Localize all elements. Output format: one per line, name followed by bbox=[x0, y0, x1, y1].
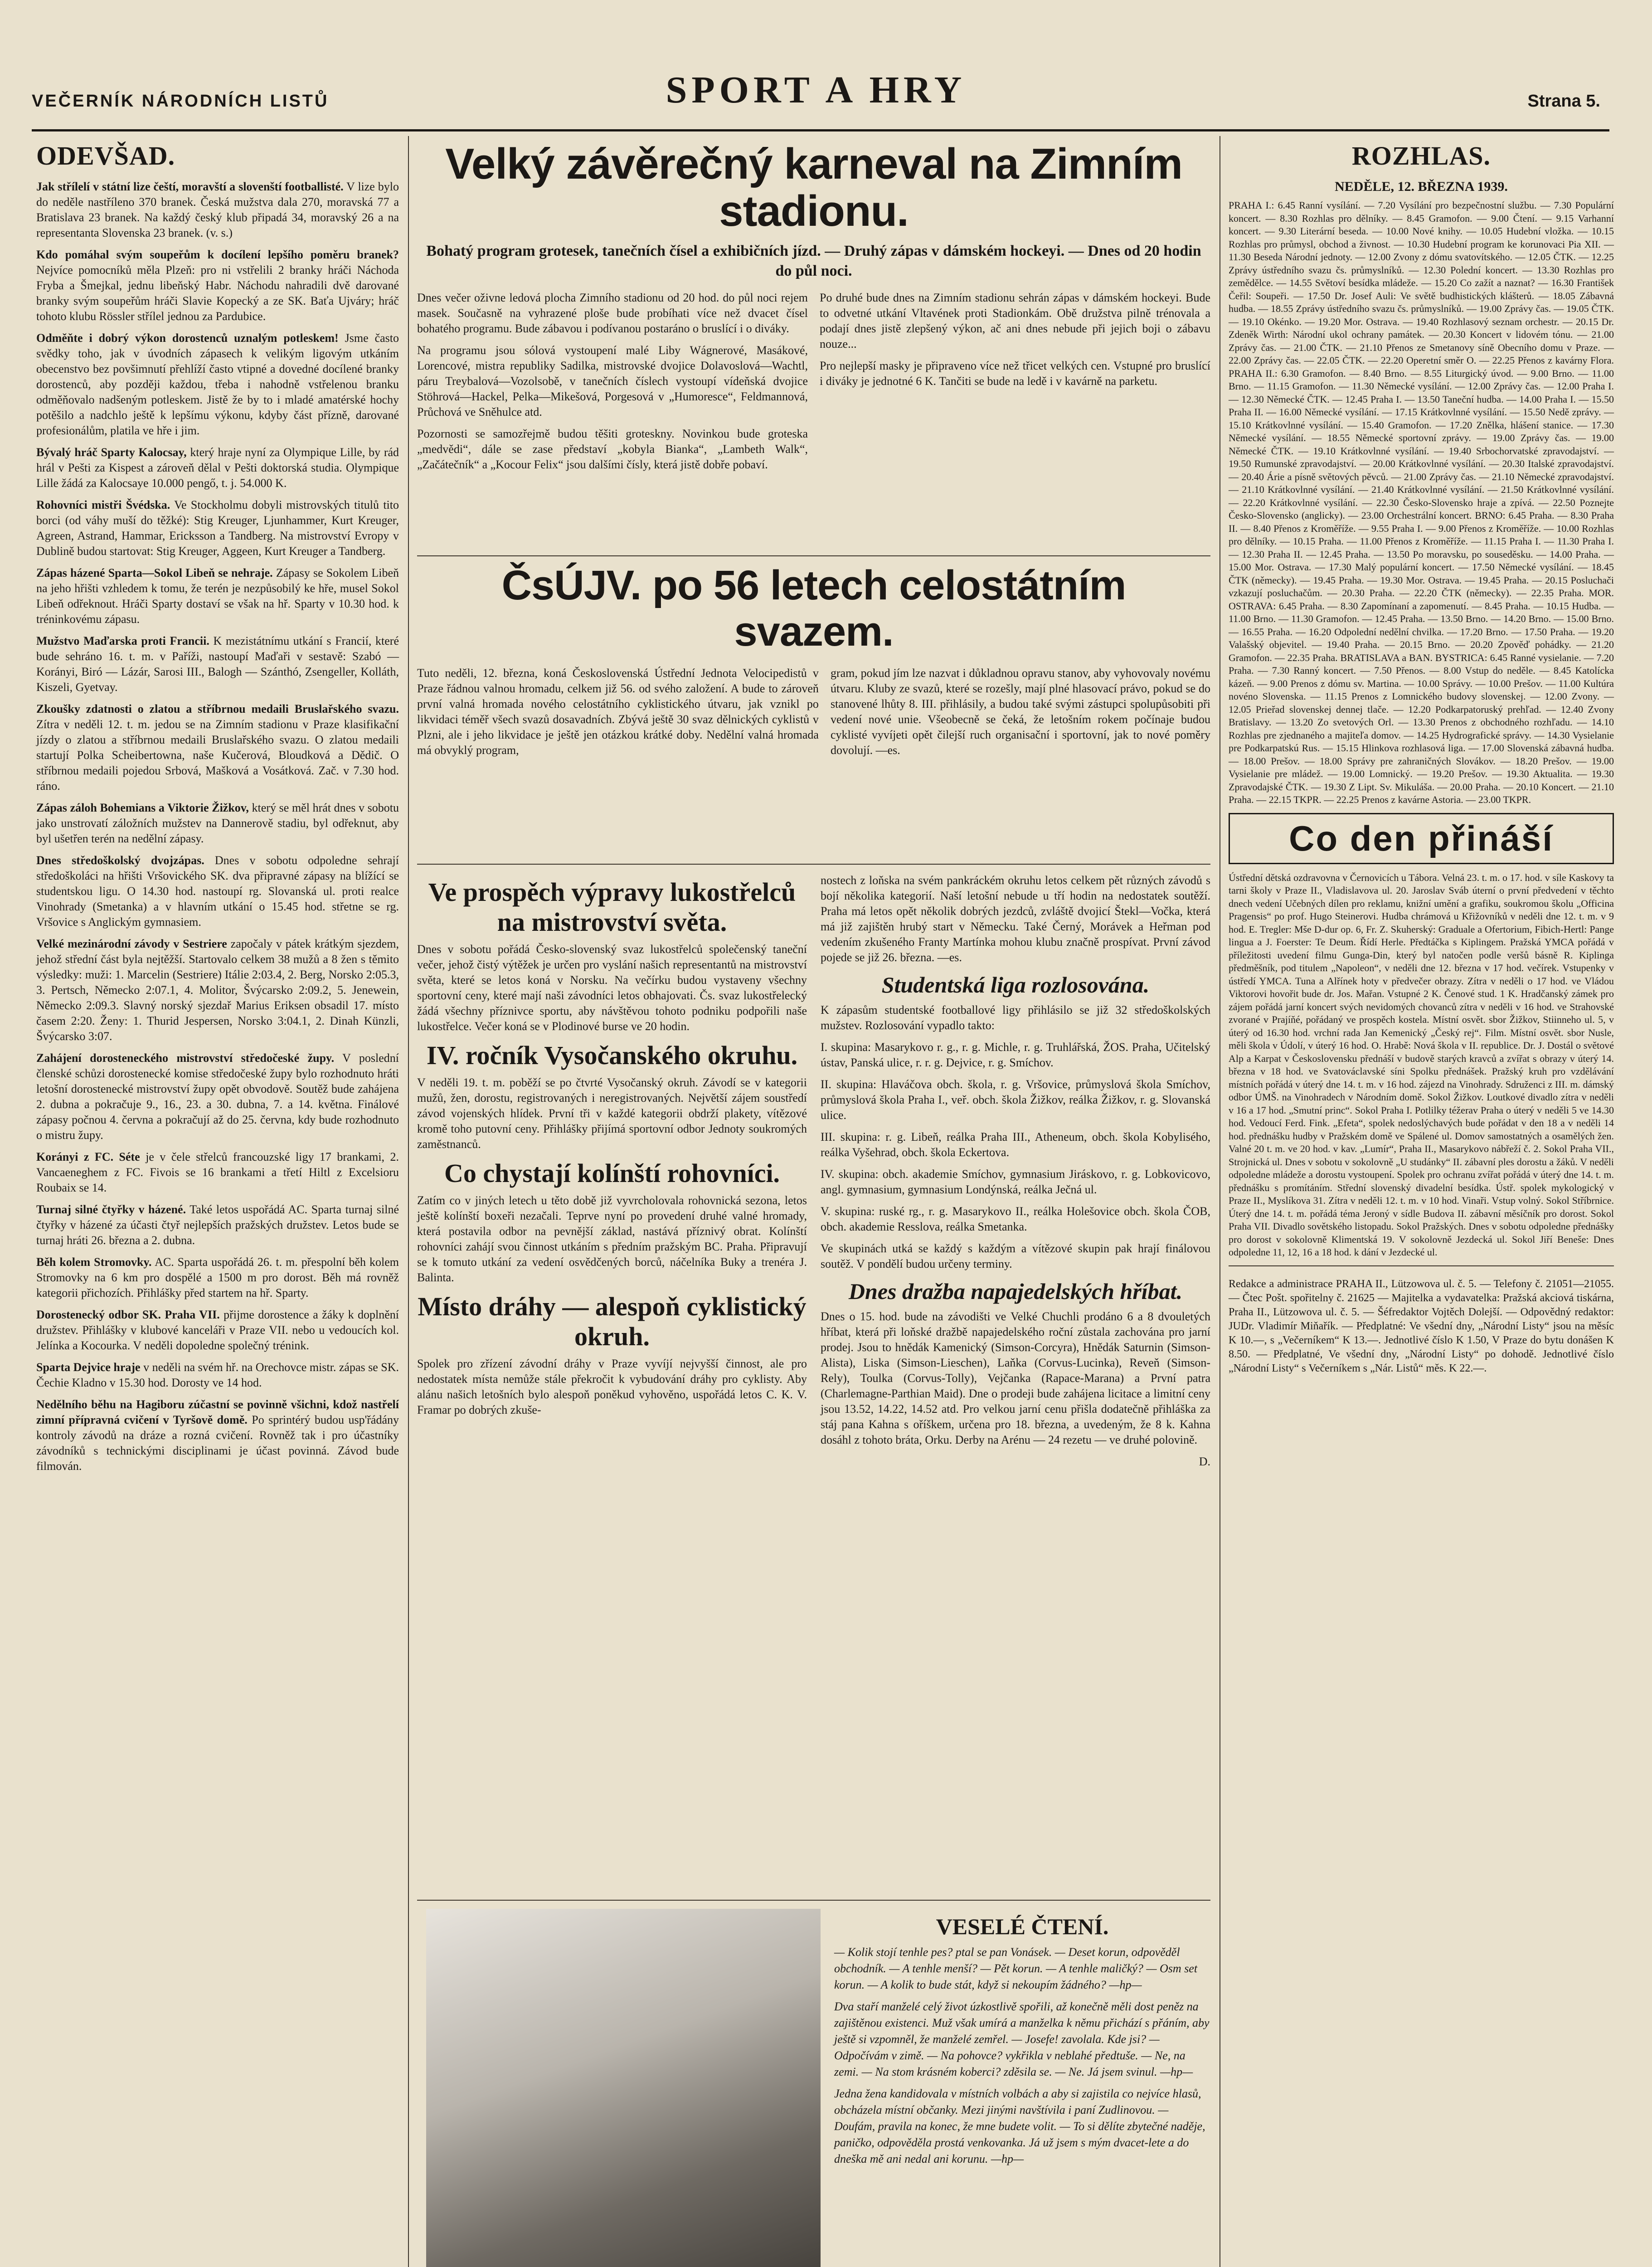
middle-right-column bbox=[821, 873, 1210, 1476]
karneval-deck: Bohatý program grotesek, tanečních čísel a exhibičních jízd. — Druhý zápas v dámském hockeyi. — Dnes od 20 hodin do půl noci. bbox=[426, 243, 1201, 279]
news-item bbox=[36, 936, 399, 1044]
news-item-body: Zítra v neděli 12. t. m. jedou se na Zimním stadionu v Praze klasifikační jízdy o zlatou a stříbrnou medaili Bruslařského svazu. O zlatou medaili startují Polka Scheibertowna, naše Kučerová, Bloudková a Dědič. O stříbrnou medaili pojedou Srbová, Mašková a Vosátková. Zač. v 7.30 hod. ráno. bbox=[36, 718, 399, 793]
news-item bbox=[36, 633, 399, 695]
news-item bbox=[36, 1051, 399, 1143]
co-den-prinasi-text: Ústřední dětská ozdravovna v Černovicích u Tábora. Velná 23. t. m. o 17. hod. v síle Kaskovy ta tarni školy v Praze II., Vladislavova ul. 20. Jaroslav Sváb úterní o první předvedení v těchto dnech vedení Učebných dílen pro reklamu, knižní umění a grafiku, soukromou školu „Officina Pragensis“ po prof. Hugo Steinerovi. Hudba chrámová u Křižovníků v neděli dne 12. t. m. v 9 hod. E. Tregler: Mše D-dur op. 6, Fr. Z. Skuherský: Graduale a Ofertorium, Fibich-Hertl: Pange lingua a J. Foerster: Te Deum. Řídí Herle. Předtáčka s Kiplingem. Pražská YMCA pořádá v příležitosti uvedení filmu Gunga-Din, který byl natočen podle veršů básně R. Kiplinga předměšník, pod titulem „Napoleon“, v neděli dne 12. března v 17 hod. večírek. Vstupenky v ústředí YMCA. Tuna a Alřínek hoty v předvečer obrazy. Zítra v neděli o 17 hod. ve Vládou Viktorovi hovořit bude dr. Jos. Mařan. Vstupné 2 K. Čenové stud. 1 K. Hradčanský zámek pro zájem pořádá jarní koncert svých nevidomých chovanců zítra v neděli v 16 hod. ve Strahovské zvorané v Prajíňé, pořádaný ve prospěch kostela. Místní osvět. sbor Žižkov, Stiinneho ul. 5, v úterý od 16.30 hod. vrchní rada Jan Kemenický „Český rej“. Film. Místní osvět. sbor Nusle, měli škola v Údolí, v úterý 16 hod. O. Hrabě: Nová škola v II. republice. Dr. J. Dostál o světové Alp a Karpat v Československu přednáší v budově starých kravců a zvířat s obrazy v úterý 14. března v 18 hod. ve Svatováclavské síni Spolku přednášek. Pražský kruh pro vzdělávání místních pořádá v úterý dne 14. t. m. v 16 hod. zájezd na Vinohrady. Sdruženci z III. m. dámský odbor ÚMŠ. na Vinohradech v Národním domě. Sokol Žižkov. Loutkové divadlo zítra v neděli v 16 a 17 hod. „Smutní princ“. Sokol Praha I. Potlilky téžerav Praha o úterý v neděli 5 ve 14.30 hod. Vedoucí Ferd. Fink. „Efeta“, spolek nedoslýchavých bude pořádat v den 18 a v neděli 14 hod. přednášku hudby v Pražském domě ve Spálené ul. Domov samostatných a osamělých žen. Valné 20 t. m. ve 20 hod. v kav. „Lumír“, Praha II., Masarykovo nábřeží č. 2. Sokol Praha VII., Strojnická ul. Dnes v sobotu v sokolovně „U studánky“ II. zábavní ples dorostu a žáků. V neděli odpoledne mládeže a dorostu vystoupení. Spolek pro ochranu zvířat pořádá v úterý dne 14. t. m. přednášku s promítáním. Střední slovenský divadelní besídka. Ústř. spolek mykologický v Praze II., Myslíkova 31. Zítra v neděli 12. t. m. v 10 hod. Vinaři. Vstup volný. Sokol Stříbrnice. Úterý dne 14. t. m. pořádá téma Jeroný v sídle Budova II. zábavní měsíčník pro dorost. Sokol Praha VII. Divadlo sovětského listopadu. Sokol Pražských. Dnes v sobotu odpoledne přednášky pro dorost v sokolovně Klimentská 19. V sokolovně Jezdecká ul. Sokol Jiří Beneše: Dnes odpoledne 11, 12, 16 a 18 hod. k dání v Jezdecké ul. bbox=[1229, 871, 1614, 1258]
news-item-body: který hraje nyní za Olympique Lille, by rád hrál v Pešti za Kispest a zároveň dělal v Pešti doktorská studia. Olympique Lille žádá za Kalocsaye 10.000 pengő, t. j. 54.000 K. bbox=[36, 446, 399, 490]
news-item bbox=[36, 497, 399, 559]
news-item-body: K mezistátnímu utkání s Francií, které bude sehráno 16. t. m. v Paříži, nastoupí Maďaři v sestavě: Szabó — Korányi, Biró — Lázár, Sarosi III., Balogh — Szánthó, Zsengeller, Kolláth, Kiszeli, Gyetvay. bbox=[36, 634, 399, 694]
league-group: V. skupina: ruské rg., r. g. Masarykovo II., reálka Holešovice obch. škola ČOB, obch. akademie Resslova, reálka Smetanka. bbox=[821, 1205, 1210, 1233]
news-item-lead: Bývalý hráč Sparty Kalocsay, bbox=[36, 446, 187, 459]
vesele-title: VESELÉ ČTENÍ. bbox=[936, 1914, 1109, 1939]
news-item-lead: Zahájení dorosteneckého mistrovství středočeské župy. bbox=[36, 1051, 335, 1065]
news-item-lead: Korányi z FC. Séte bbox=[36, 1150, 140, 1163]
news-item bbox=[36, 565, 399, 627]
news-item-lead: Rohovníci mistři Švédska. bbox=[36, 498, 170, 511]
league-group: III. skupina: r. g. Libeň, reálka Praha III., Atheneum, obch. škola Kobylisého, reálka Vyšehrad, obch. škola Eckertova. bbox=[821, 1130, 1210, 1159]
co-den-prinasi-title: Co den přináší bbox=[1229, 813, 1614, 864]
drazba-sign: D. bbox=[1199, 1455, 1210, 1468]
news-item-lead: Zápas záloh Bohemians a Viktorie Žižkov, bbox=[36, 801, 249, 814]
karneval-paragraph: Na programu jsou sólová vystoupení malé Liby Wágnerové, Masákové, Lorencové, mistra republiky Sadilka, mistrovské dvojice Dolavoslová—Wachtl, páru Treybalová—Vozolsobě, v tanečních číslech vystoupí vídeňská dvojice Stöhrová—Hackel, Pelka—Mikešová, Porgesová v „Humoresce“, Feldmannová, Průchová ve Sněhulce atd. bbox=[417, 344, 808, 418]
league-group: IV. skupina: obch. akademie Smíchov, gymnasium Jiráskovo, r. g. Lobkovicovo, angl. gymnasium, gymnasium Londýnská, reálka Ječná ul. bbox=[821, 1168, 1210, 1196]
news-item-lead: Mužstvo Maďarska proti Francii. bbox=[36, 634, 209, 647]
section-divider bbox=[417, 555, 1210, 556]
news-item bbox=[36, 701, 399, 794]
karneval-paragraph: Pozornosti se samozřejmě budou těšiti groteskny. Novinkou bude groteska „medvědi“, dále se zase představí „kobyla Bianka“, „Lambeth Walk“, „Začátečník“ a „Kocour Felix“ jsou dalšími čísly, která jistě dobře pobaví. bbox=[417, 427, 808, 471]
rozhlas-date: NEDĚLE, 12. BŘEZNA 1939. bbox=[1335, 179, 1508, 194]
news-item bbox=[36, 1202, 399, 1248]
joke: Dva staří manželé celý život úzkostlivě spořili, až konečně měli dost peněz na zajištěnou existenci. Muž však umírá a manželka k němu přichází s přáním, aby ještě si vzpomněl, že manželé zemřel. — Josefe! zavolala. Kde jsi? — Odpočívám v zimě. — Na pohovce? vykřikla v neblahé předtuše. — Ne, na zemi. — Na stom krásném koberci? zděsila se. — Ne. Já jsem svinul. —hp— bbox=[834, 2000, 1210, 2078]
news-item-body: Zápasy se Sokolem Libeň na jeho hřišti vzhledem k tomu, že terén je nezpůsobilý ke hře, musel Sokol Libeň odřeknout. Hráči Sparty dostaví se však na hř. Sparty v 10.30 hod. k tréninkovému zápasu. bbox=[36, 566, 399, 626]
news-item-lead: Běh kolem Stromovky. bbox=[36, 1255, 152, 1269]
lukostrelci-title: Ve prospěch výpravy lukostřelců na mistrovství světa. bbox=[428, 877, 796, 937]
news-item-body: Jsme často svědky toho, jak v úvodních zápasech k velikým ligovým utkáním obecenstvo bez povšimnutí přehlíží často vtipné a dovedné docílené branky dorostenců, aby později každou, třeba i nahodně vstřelenou branku odměňovalo nadšeným potleskem. Jistě že by to i mladé amatérské hochy potěšilo a nadchlo ještě k lepšímu výkonu, kdyby část přízně, darované profesionálům, platila ve hře i jim. bbox=[36, 331, 399, 437]
lukostrelci-continuation: nostech z loňska na svém pankráckém okruhu letos celkem pět různých závodů s bojí několika kategorií. Naší letošní nebude u tří hodin na nedostatek soutěží. Praha má letos opět několik dobrých jezdců, zvláště dvojicí Štekl—Vočka, která má již zajištěn hrubý start v Německu. Také Černý, Morávek a Heřman pod vedením zkušeného Franty Martínka mohou klubu značně prospívat. První závod pojede se již 26. března. —es. bbox=[821, 874, 1210, 964]
news-item-body: V lize bylo do neděle nastříleno 370 branek. Česká mužstva dala 270, moravská 77 a Bratislava 23 branek. Na každý český klub připadá 34, moravský 26 a na representanta Slovenska 23 branek. (v. s.) bbox=[36, 180, 399, 239]
news-item bbox=[36, 1360, 399, 1391]
league-group: II. skupina: Hlaváčova obch. škola, r. g. Vršovice, průmyslová škola Smíchov, průmyslová škola Praha I., veř. obch. škola Žižkov, reálka Žižkov, r. g. Slovanská ulice. bbox=[821, 1078, 1210, 1122]
news-item-lead: Odměňte i dobrý výkon dorostenců uznalým potleskem! bbox=[36, 331, 339, 345]
section-divider bbox=[417, 864, 1210, 865]
news-item-lead: Velké mezinárodní závody v Sestriere bbox=[36, 937, 227, 950]
news-item bbox=[36, 1149, 399, 1196]
news-item-lead: Kdo pomáhal svým soupeřům k docílení lepšího poměru branek? bbox=[36, 248, 399, 261]
karneval-paragraph: Po druhé bude dnes na Zimním stadionu sehrán zápas v dámském hockeyi. Bude to odvetné utkání Vltavének proti Stadionkám. Obě družstva pilně trénovala a podají dnes jistě zlepšený výkon, ač ani dnes nebude při jejich boji o zábavu nouze... bbox=[820, 291, 1210, 350]
section-divider bbox=[417, 1900, 1210, 1901]
misto-drahy-text: Spolek pro zřízení závodní dráhy v Praze vyvíjí nejvyšší činnost, ale pro nedostatek místa nemůže stále překročit k vybudování dráhy pro cyklisty. Aby alánu našich letošních bylo alespoň poněkud vyhověno, uspořádá letos C. K. V. Framar po dobrých zkuše- bbox=[417, 1357, 807, 1416]
news-item bbox=[36, 247, 399, 324]
misto-drahy-title: Místo dráhy — alespoň cyklistický okruh. bbox=[418, 1292, 807, 1351]
film-still-photo bbox=[426, 1909, 821, 2267]
impressum: Redakce a administrace PRAHA II., Lützowova ul. č. 5. — Telefony č. 21051—21055. — Čtec Pošt. spořitelny č. 21625 — Majitelka a vydavatelka: Pražská akciová tiskárna, Praha II., Lützowova ul. č. 5. — Šéfredaktor Vojtěch Dolejší. — Odpovědný redaktor: JUDr. Vladimír Miňařík. — Předplatné: Ve všední dny, „Národní Listy“ jsou na měsíc K 10.—, s „Večerníkem“ K 13.—. Jednotlivé číslo K 1.50, V Praze do bytu donášen K 8.50. — Předplatné, Ve všední dny, „Národní Listy“ po dohodě. Jednotlivé číslo „Národní Listy“ s Večerníkem s „Nár. Listů“ měs. K 22.—. bbox=[1229, 1278, 1614, 1374]
news-item bbox=[36, 179, 399, 241]
league-group: I. skupina: Masarykovo r. g., r. g. Michle, r. g. Truhlářská, ŽOS. Praha, Učitelský ústav, Panská ulice, r. r. g. Dejvice, r. g. Smíchov. bbox=[821, 1041, 1210, 1069]
news-item-body: V poslední členské schůzi dorostenecké komise středočeské župy bylo rozhodnuto hráti letošní dorostenecké mistrovství župy opět obvodově. Soutěž bude zahájena 2. dubna a pokračuje 9., 16., 23. a 30. dubna, 7. a 14. května. Finálové zápasy počnou 4. června a pokračují až do 25. června, kdy bude rozhodnuto o mistru župy. bbox=[36, 1051, 399, 1142]
rozhlas-program: PRAHA I.: 6.45 Ranní vysílání. — 7.20 Vysílání pro bezpečnostní službu. — 7.30 Populární koncert. — 8.30 Rozhlas pro dělníky. — 8.45 Gramofon. — 9.00 Čtení. — 9.15 Varhanní koncert. — 9.30 Literární beseda. — 10.00 Nové knihy. — 10.05 Hudební vložka. — 10.15 Rozhlas pro průmysl, obchod a živnost. — 10.30 Hudební program ke korunovaci Pia XII. — 11.30 Beseda Národní jednoty. — 12.00 Zvony z dómu svatovítského. — 12.05 ČTK. — 12.25 Zprávy ústředního svazu čs. průmyslníků. — 12.30 Polední koncert. — 13.30 Rozhlas pro zemědělce. — 14.55 Světoví besídka mládeže. — 15.20 Co zažít a naznat? — 16.30 František Čeřil: Soupeři. — 17.50 Dr. Josef Auli: Ve světě budhistických klášterů. — 18.05 Zábavná hudba. — 18.55 Zprávy ústředního svazu čs. průmyslníků. — 19.00 Zprávy čas. — 19.05 ČTK. — 19.10 Okénko. — 19.20 Mor. Ostrava. — 19.40 Rozhlasový seznam orchestr. — 20.15 Dr. Zdeněk Wirth: Národní ukol ochrany památek. — 20.30 Koncert v lidovém tónu. — 21.00 Zprávy čas. — 21.00 ČTK. — 21.10 Přenos ze Smetanovy síně Obecního domu v Praze. — 22.00 Zprávy čas. — 22.05 ČTK. — 22.20 Operetní směr O. — 22.25 Přenos z kavárny Flora. PRAHA II.: 6.30 Gramofon. — 8.40 Brno. — 8.55 Liturgický úvod. — 9.00 Brno. — 11.00 Brno. — 11.15 Gramofon. — 11.30 Německé vysílání. — 12.00 Zprávy čas. — 12.00 Praha I. — 12.30 Německé ČTK. — 12.45 Praha I. — 13.50 Taneční hudba. — 14.00 Praha I. — 15.50 Praha II. — 16.00 Německé vysílání. — 17.15 Krátkovlnné vysílání. — 15.50 Nedě zprávy. — 15.10 Krátkovlnné vysílání. — 15.40 Gramofon. — 17.20 Znělka, hlášení stanice. — 17.30 Německé vysílání. — 18.55 Německé sportovní zprávy. — 19.00 Zprávy čas. — 19.00 Německé ČTK. — 19.10 Krátkovlnné vysílání. — 19.40 Srbochorvatské zpravodajství. — 19.50 Rumunské zpravodajství. — 20.00 Krátkovlnné vysílání. — 20.30 Italské zpravodajství. — 20.40 Árie a písně světových pěvců. — 21.00 Zprávy čas. — 21.10 Německé zpravodajství. — 21.10 Krátkovlnné vysílání. — 21.40 Krátkovlnné vysílání. — 21.50 Krátkovlnné vysílání. — 22.20 Krátkovlnné vysílání. — 22.30 Česko-Slovensko hraje a zpívá. — 22.50 Poznejte Česko-Slovensko (anglicky). — 23.00 Orchestrální koncert. BRNO: 6.45 Praha. — 8.30 Praha II. — 8.40 Přenos z Kroměříže. — 9.55 Praha I. — 9.00 Přenos z Kroměříže. — 10.00 Rozhlas pro dělníky. — 10.15 Praha. — 11.00 Přenos z Kroměříže. — 11.15 Praha I. — 11.30 Praha I. — 12.30 Praha II. — 12.45 Praha. — 13.50 Po moravsku, po souseděsku. — 14.00 Praha. — 15.00 Mor. Ostrava. — 17.30 Malý populární koncert. — 17.50 Německé vysílání. — 18.45 ČTK (německy). — 19.45 Praha. — 19.30 Mor. Ostrava. — 19.45 Praha. — 20.15 Posluchači vzkazují posluchačům. — 20.30 Praha. — 22.20 ČTK (německy). — 22.35 Praha. MOR. OSTRAVA: 6.45 Praha. — 8.30 Zapomínaní a zapomenutí. — 8.45 Praha. — 10.15 Hudba. — 11.00 Brno. — 11.30 Gramofon. — 12.45 Praha. — 13.50 Brno. — 14.20 Brno. — 15.00 Brno. — 16.55 Praha. — 16.20 Odpolední nedělní chvilka. — 17.20 Brno. — 17.50 Praha. — 19.20 Valašský objevitel. — 19.40 Praha. — 20.15 Brno. — 20.20 Zpověď pohádky. — 21.20 Gramofon. — 22.35 Praha. BRATISLAVA a BAN. BYSTRICA: 6.45 Ranné vysielanie. — 7.20 Praha. — 7.30 Ranný koncert. — 7.50 Přenos. — 8.00 Vstup do neděle. — 8.45 Katolícka kázeň. — 9.00 Prenos z dómu sv. Martina. — 10.00 Správy. — 10.00 Prešov. — 11.00 Kultúra novéno Slovenska. — 11.15 Prenos z Lomnického budovy slovenskej. — 12.00 Zvony. — 12.05 Prieřad slovenskej dennej tlače. — 12.20 Podkarpatoruský prehľad. — 12.40 Zvony Bratislavy. — 13.20 Zo svetových Orl. — 13.30 Prenos z obchodného rozhľadu. — 14.10 Rozhlas pre zjednaného a majiteľa domov. — 14.25 Hydrografické správy. — 14.30 Vysielanie pre Podkarpatskú Rus. — 15.15 Hlinkova rozhlasová liga. — 17.00 Slovenská zábavná hudba. — 18.00 Prešov. — 18.00 Správy pre zahraničných Slovákov. — 18.20 Prešov. — 19.00 Vysielanie pre mládež. — 19.00 Lomnický. — 19.20 Prešov. — 19.30 Aktualita. — 19.30 Zpravodajské ČTK. — 19.30 Z Lipt. Sv. Mikuláša. — 20.00 Praha. — 20.10 Koncert. — 21.10 Praha. — 22.15 TKPR. — 22.25 Prenos z kavárne Astoria. — 23.00 TKPR. bbox=[1229, 199, 1614, 805]
karneval-article bbox=[417, 141, 1210, 479]
news-item-body: AC. Sparta uspořádá 26. t. m. přespolní běh kolem Stromovky na 6 km pro dospělé a 1500 m pro dorost. Běh má rovněž kategorii přichozích. Přihlášky před startem na hř. Sparty. bbox=[36, 1255, 399, 1299]
karneval-paragraph: Pro nejlepší masky je připraveno více než třicet velkých cen. Vstupné pro bruslící i diváky je jednotné 6 K. Tančiti se bude na ledě i v kavárně na parketu. bbox=[820, 359, 1210, 388]
news-item-lead: Dorostenecký odbor SK. Praha VII. bbox=[36, 1308, 220, 1321]
column-divider-1 bbox=[408, 136, 409, 2267]
news-item-body: Také letos uspořádá AC. Sparta turnaj silné čtyřky v házené za účasti čtyř nejlepších pražských družstev. Letos bude se turnaj hráti 26. března a 2. dubna. bbox=[36, 1203, 399, 1247]
news-item-body: Nejvíce pomocníků měla Plzeň: pro ni vstřelili 2 branky hráči Náchoda Fryba a Šmejkal, jednu libeňský Habr. Náchodu nahradili dvě darované branky svým soupeřům hráči Slavie Kopecký a ze SK. Baťa Ujváry; hráč tohoto klubu Rössler střílel jednou za Pardubice. bbox=[36, 263, 399, 323]
news-item bbox=[36, 1307, 399, 1353]
news-item-body: v neděli na svém hř. na Orechovce mistr. zápas se SK. Čechie Kladno v 15.30 hod. Dorosty ve 14 hod. bbox=[36, 1361, 399, 1389]
middle-left-column bbox=[417, 873, 807, 1424]
csujv-body bbox=[417, 666, 1210, 764]
studentska-title: Studentská liga rozlosována. bbox=[881, 972, 1150, 997]
karneval-headline: Velký závěrečný karneval na Zimním stadionu. bbox=[445, 140, 1182, 235]
vysocany-title: IV. ročník Vysočanského okruhu. bbox=[426, 1041, 798, 1070]
news-item-body: Dnes v sobotu odpoledne sehrají středoškoláci na hřišti Vršovického SK. dva připravné zápasy na blížící se studentskou ligu. O 14.30 hod. nastoupí rg. Slovanská ul. proti realce Vinohrady (Smetanka) a v hlavním utkání o 15.45 hod. střetne se rg. Vršovice s Anglickým gymnasiem. bbox=[36, 854, 399, 929]
studentska-groups bbox=[821, 1040, 1210, 1272]
news-item bbox=[36, 1397, 399, 1474]
news-item-lead: Turnaj silné čtyřky v házené. bbox=[36, 1203, 186, 1216]
joke: Jedna žena kandidovala v místních volbách a aby si zajistila co nejvíce hlasů, obcházela místní občanky. Mezi jinými navštívila i paní Zudlinovou. — Doufám, pravila na konec, že mne budete volit. — To si dělíte zbytečné naděje, paničko, odpověděla prostá venkovanka. Já už jsem s mým dvacet-lete a do dneška mě ani nedal ani korunu. —hp— bbox=[834, 2087, 1205, 2165]
news-item bbox=[36, 853, 399, 930]
impressum-divider bbox=[1229, 1265, 1614, 1266]
karneval-body bbox=[417, 290, 1210, 479]
news-item-lead: Zápas házené Sparta—Sokol Libeň se nehraje. bbox=[36, 566, 273, 579]
karneval-paragraph: Dnes večer oživne ledová plocha Zimního stadionu od 20 hod. do půl noci rejem masek. Současně na vyhrazené ploše bude probíhati více než dvacet čísel bohatého programu. Bude zábavou i podívanou postaráno o bruslící i o diváky. bbox=[417, 291, 808, 335]
odevsad-column bbox=[36, 141, 399, 1480]
paper-name: VEČERNÍK NÁRODNÍCH LISTŮ bbox=[32, 92, 329, 111]
news-item-body: Po sprintérý budou usp'řádány kontroly závodů na dráze a rozná cvičení. Rovněž tak i pro účastníky závodníků s technickými disciplinami je účast povinná. Závod bude filmován. bbox=[36, 1413, 399, 1473]
news-item bbox=[36, 445, 399, 491]
vesele-cteni bbox=[834, 1909, 1210, 2173]
csujv-paragraph: Tuto neděli, 12. března, koná Československá Ústřední Jednota Velocipedistů v Praze řádnou valnou hromadu, celkem již 56. od svého založení. A bude to zároveň první valná hromada nového celostátního cyklistického útvaru, jak vznikl po likvidaci téměř všech svazů dosavadních. Zbývá ještě 30 svaz dělnických cyklistů v Plzni, ale i jeho likvidace je ještě jen otázkou krátké doby. Nedělní valná hromada má obvyklý program, bbox=[417, 666, 819, 757]
news-item-lead: Jak střílelí v státní lize čeští, moravští a slovenští footballisté. bbox=[36, 180, 344, 193]
masthead bbox=[32, 68, 1600, 122]
joke: — Kolik stojí tenhle pes? ptal se pan Vonásek. — Deset korun, odpověděl obchodník. — A tenhle menší? — Pět korun. — A tenhle maličký? — Osm set korun. — A kolik to bude stát, když si nekoupím žádného? —hp— bbox=[834, 1946, 1198, 1991]
news-item-body: Ve Stockholmu dobyli mistrovských titulů tito borci (od váhy muší do těžké): Stig Kreuger, Ljunhammer, Kurt Kreuger, Agreen, Astrand, Hammar, Ericksson a Tandberg. Na mistrovství Evropy v Dublině budou startovat: Stig Kreuger, Aggeen, Kurt Kreuger a Tandberg. bbox=[36, 498, 399, 558]
news-item bbox=[36, 800, 399, 846]
csujv-headline: ČsÚJV. po 56 letech celostátním svazem. bbox=[501, 562, 1126, 655]
league-group: Ve skupinách utká se každý s každým a vítězové skupin pak hrají finálovou soutěž. V pondělí budou určeny terminy. bbox=[821, 1242, 1210, 1270]
news-item-body: započaly v pátek krátkým sjezdem, jehož střední část byla nejtěžší. Startovalo celkem 38 mužů a 8 žen s těmito výsledky: muži: 1. Marcelin (Sestriere) Itálie 2:03.4, 2. Berg, Norsko 2:05.3, 3. Pertsch, Německo 2:07.1, 4. Molitor, Švýcarsko 2:09.2, 5. Jenewein, Německo 2:09.3. Slavný norský sjezdař Marius Eriksen obsadil 17. místo časem 2:20. Ženy: 1. Thurid Jespersen, Norsko 3:04.1, 2. Dinah Künzli, Švýcarsko 3:07. bbox=[36, 937, 399, 1043]
news-item-lead: Dnes středoškolský dvojzápas. bbox=[36, 854, 204, 867]
odevsad-items bbox=[36, 179, 399, 1474]
page-number: Strana 5. bbox=[1527, 92, 1600, 111]
csujv-paragraph: gram, pokud jím lze nazvat i důkladnou opravu stanov, aby vyhovovaly novému útvaru. Kluby ze svazů, které se rozešly, mají plné hlasovací právo, pokud se do stanovené lhůty 8. III. přihlásily, a budou také svými zástupci spolupůsobiti při vedení nové unie. Všeobecně se čeká, že letošním rokem počínaje budou cyklisté vyvíjeti opět čilejší ruch organisační i sportovní, jak to nové poměry dovolují. —es. bbox=[830, 666, 1210, 757]
kolinsti-text: Zatím co v jiných letech u těto době již vyvrcholovala rohovnická sezona, letos ještě kolínští boxeři nezačali. Teprve nyní po provedení druhé valné hromady, která postavila odbor na pevnější základ, nastává příznivý obrat. Kolínští rohovníci zahájí svou činnost utkáním s předním pražským BC. Praha. Připravují se k tomuto utkání za vedení osvědčených borců, náčelníka Buky a trenéra J. Balinta. bbox=[417, 1194, 807, 1284]
news-item-body: přijme dorostence a žáky k doplnění družstev. Přihlášky v klubové kanceláři v Praze VII. nebo u vedoucích kol. Jelínka a Kocourka. V neděli dopoledne společný trénink. bbox=[36, 1308, 399, 1352]
news-item bbox=[36, 1255, 399, 1301]
odevsad-title: ODEVŠAD. bbox=[36, 141, 175, 170]
news-item-lead: Nedělního běhu na Hagiboru zúčastní se povinně všichni, kdož nastřelí zimní přípravná cvičení v Tyršově domě. bbox=[36, 1398, 399, 1426]
section-title: SPORT A HRY bbox=[666, 69, 967, 111]
rozhlas-title: ROZHLAS. bbox=[1351, 141, 1491, 170]
kolinsti-title: Co chystají kolínští rohovníci. bbox=[444, 1158, 780, 1188]
drazba-text: Dnes o 15. hod. bude na závodišti ve Velké Chuchli prodáno 6 a 8 dvouletých hříbat, která při loňské dražbě napajedelského roční zůstala zachována pro jarní prodej. Jsou to hnědák Kamenický (Simson-Corcyra), Hnědák Saturnin (Simson-Alista), Liska (Simson-Lieschen), Laňka (Corvus-Lucinka), Reveň (Simson-Rely), Toulka (Corvus-Tolly), Vejčanka (Rapace-Marana) a První patra (Charlemagne-Parthian Maid). Dne o prodeji bude zahájena licitace a limitní ceny jsou 13.52, 14.22, 14.52 atd. Pro velkou jarní cenu přišla dodatečně přihláška za stáj pana Kahna s oříškem, určena pro 18. března, a uvedeným, že 8 k. Kahna dosáhl z tohoto bráta, Orku. Derby na Arénu — 24 rezetu — ve druhé polovině. bbox=[821, 1310, 1210, 1446]
drazba-title: Dnes dražba napajedelských hříbat. bbox=[848, 1279, 1183, 1304]
right-column bbox=[1229, 141, 1614, 1386]
csujv-article bbox=[417, 562, 1210, 764]
studentska-intro: K zápasům studentské footballové ligy přihlásilo se již 32 středoškolských mužstev. Rozlosování vypadlo takto: bbox=[821, 1003, 1210, 1032]
news-item-lead: Sparta Dejvice hraje bbox=[36, 1361, 141, 1374]
news-item bbox=[36, 331, 399, 438]
lukostrelci-text: Dnes v sobotu pořádá Česko-slovenský svaz lukostřelců společenský taneční večer, jehož čistý výtěžek je určen pro vyslání našich representantů na mistrovství světa, které se letos koná v Norsku. Na večírku budou vystaveny všechny sportovní ceny, které mají naši závodníci letos obhajovati. Čs. svaz lukostřelecký žádá všechny příznivce sportu, aby návštěvou tohoto podniku podpořili naše lukostřelce. Večer koná se v Plodinové burse ve 20 hodin. bbox=[417, 943, 807, 1033]
masthead-rule bbox=[32, 129, 1609, 131]
news-item-body: je v čele střelců francouzské ligy 17 brankami, 2. Vancaeneghem z FC. Fivois se 16 brankami a třetí Hiltl z Excelsioru Roubaix se 14. bbox=[36, 1150, 399, 1194]
vysocany-text: V neděli 19. t. m. poběží se po čtvrté Vysočanský okruh. Závodí se v kategorii mužů, žen, dorostu, registrovaných i neregistrovaných. Největší zájem soustředí závod vojenských hlídek. První tři v každé kategorii obdrží plakety, vítězové kromě toho putovní ceny. Přihlášky přijímá sportovní odbor Jednoty soukromých zaměstnanců. bbox=[417, 1076, 807, 1151]
news-item-body: který se měl hrát dnes v sobotu jako unstrovatí záložních mužstev na Dannerově stadiu, byl odřeknut, aby byl ušetřen terén na nedělní zápasy. bbox=[36, 801, 399, 845]
news-item-lead: Zkoušky zdatnosti o zlatou a stříbrnou medaili Bruslařského svazu. bbox=[36, 702, 399, 715]
